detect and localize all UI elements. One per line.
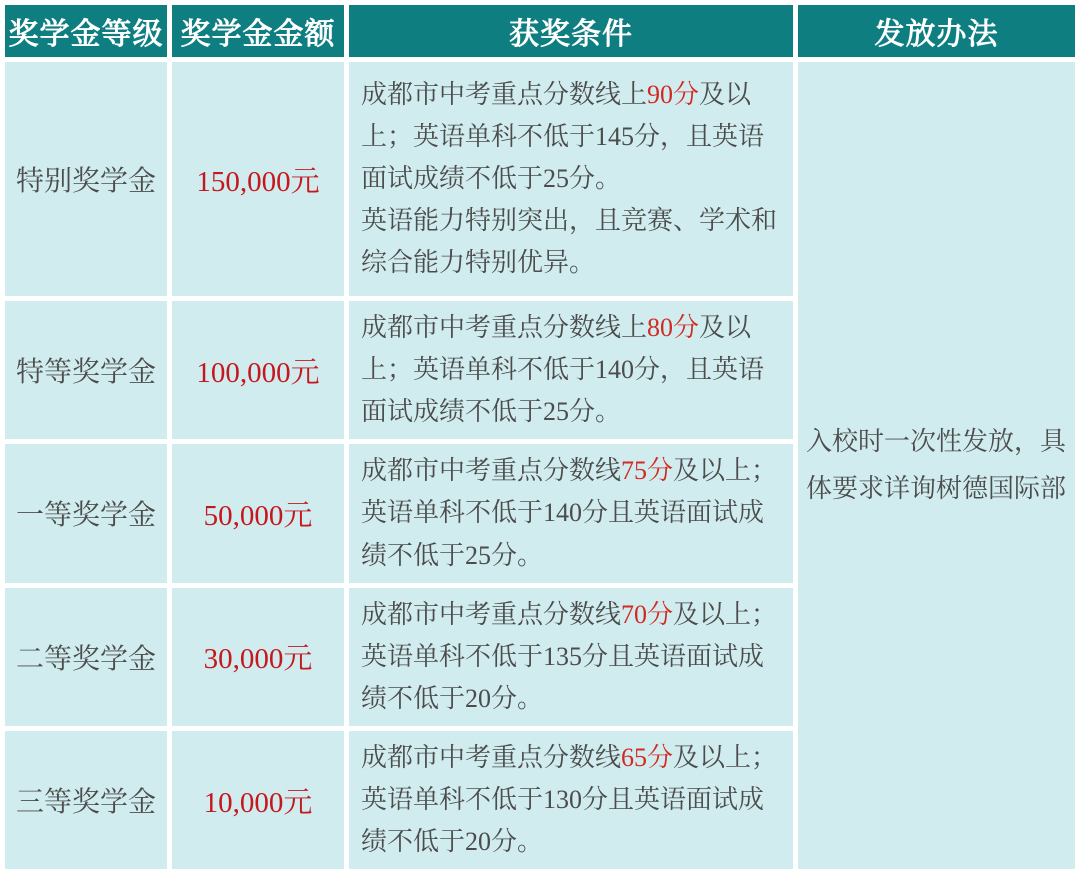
scholarship-level: 一等奖学金 <box>5 444 167 582</box>
award-condition <box>349 62 793 296</box>
col-header-award-condition: 获奖条件 <box>349 5 793 57</box>
scholarship-level: 特等奖学金 <box>5 301 167 439</box>
condition-text: 及以上；英语单科不低于140分，且英语面试成绩不低于25分。 <box>361 313 765 427</box>
score-highlight: 70分 <box>621 599 674 629</box>
col-header-scholarship-amount: 奖学金金额 <box>172 5 344 57</box>
award-condition <box>349 444 793 582</box>
condition-text: 及以上；英语单科不低于135分且英语面试成绩不低于20分。 <box>361 599 778 713</box>
scholarship-level: 二等奖学金 <box>5 588 167 726</box>
condition-paragraph <box>361 307 785 433</box>
condition-text: 成都市中考重点分数线 <box>361 599 622 629</box>
condition-text: 及以上；英语单科不低于130分且英语面试成绩不低于20分。 <box>361 742 778 857</box>
score-highlight: 75分 <box>621 456 674 486</box>
condition-paragraph <box>361 450 785 576</box>
scholarship-row <box>5 62 1075 296</box>
scholarship-amount: 30,000元 <box>172 588 344 726</box>
scholarship-level: 特别奖学金 <box>5 62 167 296</box>
score-highlight: 65分 <box>621 742 674 772</box>
condition-text: 英语能力特别突出，且竞赛、学术和综合能力特别优异。 <box>361 206 778 278</box>
condition-paragraph <box>361 594 785 720</box>
condition-text: 成都市中考重点分数线 <box>361 742 622 772</box>
award-condition <box>349 588 793 726</box>
scholarship-amount: 150,000元 <box>172 62 344 296</box>
condition-text: 及以上；英语单科不低于140分且英语面试成绩不低于25分。 <box>361 456 778 570</box>
distribution-method: 入校时一次性发放，具体要求详询树德国际部 <box>798 62 1075 869</box>
condition-text: 成都市中考重点分数线上 <box>361 313 648 342</box>
col-header-scholarship-level: 奖学金等级 <box>5 5 167 57</box>
condition-text: 成都市中考重点分数线 <box>361 456 622 486</box>
col-header-distribution-method: 发放办法 <box>798 5 1075 57</box>
condition-text: 成都市中考重点分数线上 <box>361 79 648 109</box>
header-row <box>5 5 1075 57</box>
scholarship-amount: 100,000元 <box>172 301 344 439</box>
award-condition <box>349 731 793 869</box>
scholarship-amount: 50,000元 <box>172 444 344 582</box>
scholarship-amount: 10,000元 <box>172 731 344 869</box>
condition-paragraph <box>361 737 785 863</box>
condition-paragraph <box>361 74 785 200</box>
scholarship-level: 三等奖学金 <box>5 731 167 869</box>
score-highlight: 90分 <box>647 79 700 109</box>
award-condition <box>349 301 793 439</box>
score-highlight: 80分 <box>647 313 700 342</box>
condition-text: 及以上；英语单科不低于145分，且英语面试成绩不低于25分。 <box>361 79 765 193</box>
condition-paragraph <box>361 200 785 284</box>
